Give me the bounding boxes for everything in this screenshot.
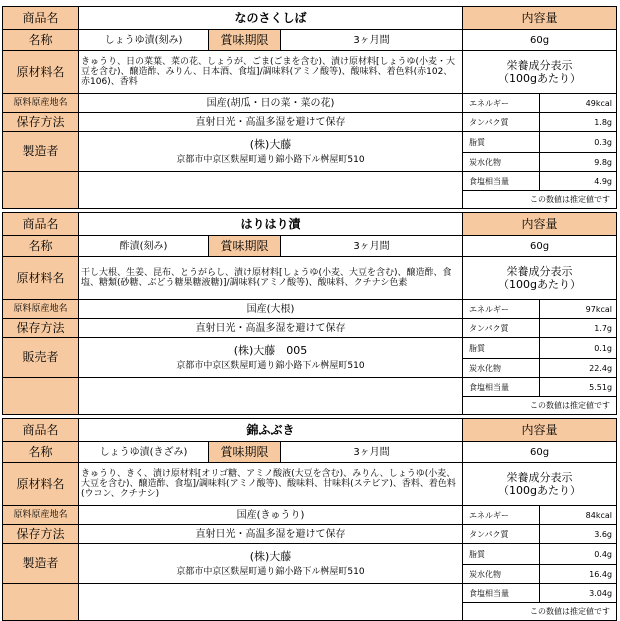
- label-block-1: [2, 6, 616, 209]
- fat-value: 0.3g: [540, 132, 617, 153]
- blank-cell: [79, 378, 463, 415]
- name-header: 名称: [3, 442, 79, 463]
- product-name: 錦ふぶき: [79, 419, 463, 442]
- salt-value: 5.51g: [540, 378, 617, 397]
- expiry-header: 賞味期限: [209, 30, 281, 51]
- energy-value: 49kcal: [540, 94, 617, 113]
- carb-value: 22.4g: [540, 359, 617, 378]
- storage-value: 直射日光・高温多湿を避けて保存: [79, 525, 463, 544]
- energy-label: エネルギー: [463, 94, 540, 113]
- content-value: 60g: [463, 442, 617, 463]
- nutrition-note: この数値は推定値です: [463, 397, 617, 415]
- nutrition-header: [463, 51, 617, 94]
- storage-header: 保存方法: [3, 113, 79, 132]
- content-header: 内容量: [463, 419, 617, 442]
- fat-value: 0.1g: [540, 338, 617, 359]
- origin-value: 国産(胡瓜・日の菜・菜の花): [79, 94, 463, 113]
- storage-value: 直射日光・高温多湿を避けて保存: [79, 319, 463, 338]
- ingredients-header: 原材料名: [3, 463, 79, 506]
- name-value: 酢漬(刻み): [79, 236, 209, 257]
- origin-header: 原料原産地名: [3, 300, 79, 319]
- ingredients-value: きゅうり、きく、漬け原材料[オリゴ糖、アミノ酸液(大豆を含む)、みりん、しょうゆ(小麦、大豆を含む)、醸造酢、食塩]/調味料(アミノ酸等)、酸味料、甘味料(ステビア)、香料、着色料(ウコン、クチナシ): [79, 463, 463, 506]
- expiry-value: 3ヶ月間: [281, 236, 463, 257]
- blank-header: [3, 172, 79, 209]
- ingredients-value: きゅうり、日の菜葉、菜の花、しょうが、ごま(ごまを含む)、漬け原材料[しょうゆ(小麦・大豆を含む)、醸造酢、みりん、日本酒、食塩]/調味料(アミノ酸等)、酸味料、着色料(赤102、赤106)、香料: [79, 51, 463, 94]
- salt-label: 食塩相当量: [463, 172, 540, 191]
- product-name: はりはり漬: [79, 213, 463, 236]
- nutrition-note: この数値は推定値です: [463, 191, 617, 209]
- maker-header: 販売者: [3, 338, 79, 378]
- salt-value: 4.9g: [540, 172, 617, 191]
- carb-label: 炭水化物: [463, 153, 540, 172]
- protein-label: タンパク質: [463, 525, 540, 544]
- expiry-header: 賞味期限: [209, 442, 281, 463]
- ingredients-header: 原材料名: [3, 51, 79, 94]
- protein-label: タンパク質: [463, 113, 540, 132]
- label-block-3: [2, 418, 616, 621]
- label-table-2: [2, 212, 617, 415]
- maker-header: 製造者: [3, 544, 79, 584]
- protein-label: タンパク質: [463, 319, 540, 338]
- storage-header: 保存方法: [3, 319, 79, 338]
- carb-value: 16.4g: [540, 565, 617, 584]
- protein-value: 3.6g: [540, 525, 617, 544]
- maker-name: (株)大藤: [249, 549, 292, 563]
- content-value: 60g: [463, 30, 617, 51]
- content-header: 内容量: [463, 7, 617, 30]
- ingredients-header: 原材料名: [3, 257, 79, 300]
- nutrition-note: この数値は推定値です: [463, 603, 617, 621]
- label-table-1: [2, 6, 617, 209]
- fat-label: 脂質: [463, 338, 540, 359]
- content-header: 内容量: [463, 213, 617, 236]
- salt-value: 3.04g: [540, 584, 617, 603]
- origin-value: 国産(大根): [79, 300, 463, 319]
- salt-label: 食塩相当量: [463, 584, 540, 603]
- energy-label: エネルギー: [463, 300, 540, 319]
- salt-label: 食塩相当量: [463, 378, 540, 397]
- nutrition-title: 栄養成分表示: [506, 265, 573, 278]
- energy-value: 84kcal: [540, 506, 617, 525]
- ingredients-value: 干し大根、生姜、昆布、とうがらし、漬け原材料[しょうゆ(小麦、大豆を含む)、醸造酢、食塩、糖類(砂糖、ぶどう糖果糖液糖)]/調味料(アミノ酸等)、酸味料、クチナシ色素: [79, 257, 463, 300]
- maker-address: 京都市中京区麩屋町通り錦小路下ル桝屋町510: [176, 566, 365, 577]
- maker-address: 京都市中京区麩屋町通り錦小路下ル桝屋町510: [176, 154, 365, 165]
- blank-cell: [79, 584, 463, 621]
- protein-value: 1.8g: [540, 113, 617, 132]
- maker-address: 京都市中京区麩屋町通り錦小路下ル桝屋町510: [176, 360, 365, 371]
- blank-header: [3, 584, 79, 621]
- origin-header: 原料原産地名: [3, 506, 79, 525]
- name-header: 名称: [3, 30, 79, 51]
- product-name: なのさくしば: [79, 7, 463, 30]
- name-value: しょうゆ漬(刻み): [79, 30, 209, 51]
- origin-value: 国産(きゅうり): [79, 506, 463, 525]
- origin-header: 原料原産地名: [3, 94, 79, 113]
- blank-header: [3, 378, 79, 415]
- protein-value: 1.7g: [540, 319, 617, 338]
- energy-label: エネルギー: [463, 506, 540, 525]
- maker-value: [79, 132, 463, 172]
- nutrition-per: （100gあたり）: [498, 484, 581, 497]
- carb-label: 炭水化物: [463, 565, 540, 584]
- name-value: しょうゆ漬(きざみ): [79, 442, 209, 463]
- nutrition-title: 栄養成分表示: [506, 471, 573, 484]
- product-header: 商品名: [3, 213, 79, 236]
- maker-name: (株)大藤 005: [233, 343, 308, 357]
- maker-value: [79, 338, 463, 378]
- storage-value: 直射日光・高温多湿を避けて保存: [79, 113, 463, 132]
- fat-label: 脂質: [463, 544, 540, 565]
- product-header: 商品名: [3, 7, 79, 30]
- label-block-2: [2, 212, 616, 415]
- nutrition-header: [463, 257, 617, 300]
- product-header: 商品名: [3, 419, 79, 442]
- content-value: 60g: [463, 236, 617, 257]
- expiry-value: 3ヶ月間: [281, 442, 463, 463]
- nutrition-header: [463, 463, 617, 506]
- energy-value: 97kcal: [540, 300, 617, 319]
- expiry-value: 3ヶ月間: [281, 30, 463, 51]
- maker-value: [79, 544, 463, 584]
- name-header: 名称: [3, 236, 79, 257]
- label-table-3: [2, 418, 617, 621]
- fat-label: 脂質: [463, 132, 540, 153]
- nutrition-title: 栄養成分表示: [506, 59, 573, 72]
- maker-name: (株)大藤: [249, 137, 292, 151]
- maker-header: 製造者: [3, 132, 79, 172]
- expiry-header: 賞味期限: [209, 236, 281, 257]
- nutrition-per: （100gあたり）: [498, 278, 581, 291]
- carb-value: 9.8g: [540, 153, 617, 172]
- fat-value: 0.4g: [540, 544, 617, 565]
- blank-cell: [79, 172, 463, 209]
- storage-header: 保存方法: [3, 525, 79, 544]
- carb-label: 炭水化物: [463, 359, 540, 378]
- nutrition-per: （100gあたり）: [498, 72, 581, 85]
